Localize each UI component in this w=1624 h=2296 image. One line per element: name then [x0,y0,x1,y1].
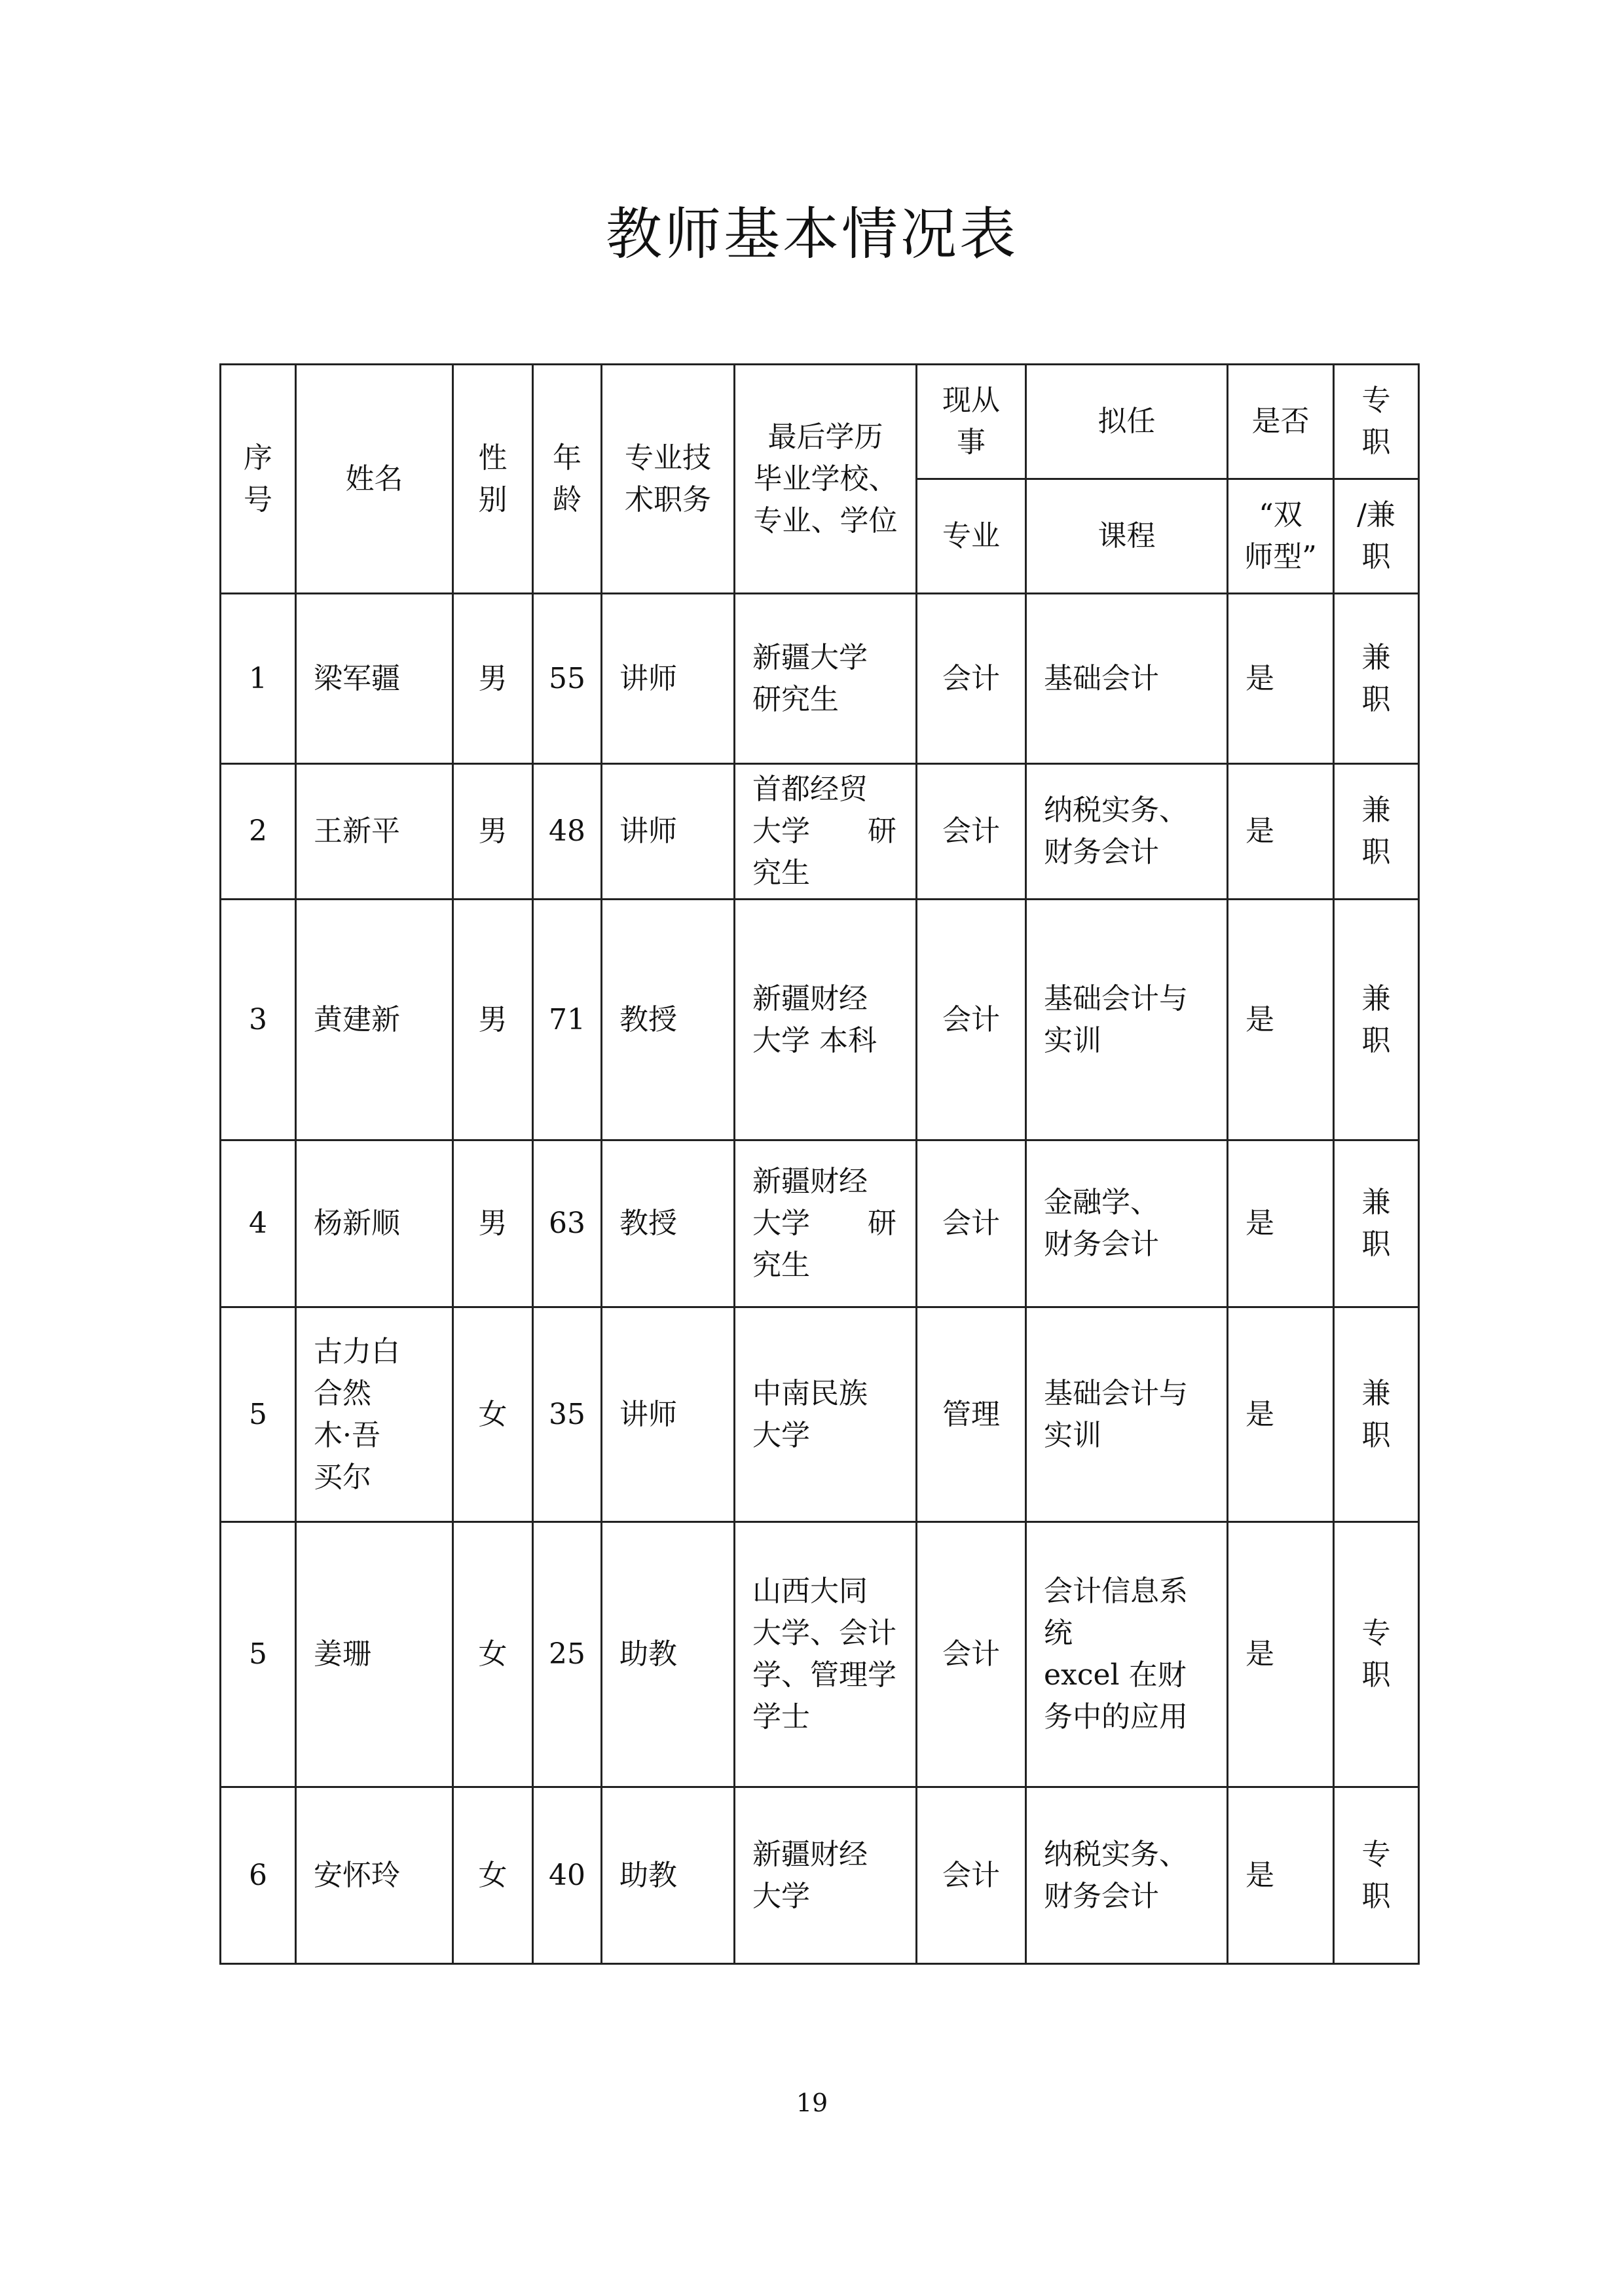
header-name: 姓名 [296,365,453,594]
cell-course: 会计信息系 统 excel 在财 务中的应用 [1026,1522,1228,1787]
cell-dual: 是 [1228,1787,1334,1964]
header-gender: 性 别 [453,365,533,594]
header-course-top: 拟任 [1026,365,1228,479]
cell-gender: 男 [453,900,533,1140]
header-age: 年 龄 [533,365,602,594]
cell-fulltime: 兼 职 [1334,594,1419,764]
cell-no: 6 [221,1787,296,1964]
header-major-top: 现从 事 [917,365,1026,479]
cell-course: 纳税实务、 财务会计 [1026,1787,1228,1964]
table-row [221,594,1419,764]
cell-age: 71 [533,900,602,1140]
header-title: 专业技 术职务 [602,365,735,594]
cell-major: 会计 [917,764,1026,900]
cell-no: 5 [221,1522,296,1787]
cell-course: 基础会计与 实训 [1026,1307,1228,1522]
header-dual-bottom: “双 师型” [1228,479,1334,594]
cell-fulltime: 专 职 [1334,1522,1419,1787]
cell-age: 35 [533,1307,602,1522]
cell-education: 首都经贸 大学 研 究生 [735,764,917,900]
cell-fulltime: 兼 职 [1334,1307,1419,1522]
cell-no: 5 [221,1307,296,1522]
cell-age: 25 [533,1522,602,1787]
cell-course: 基础会计与 实训 [1026,900,1228,1140]
cell-course: 基础会计 [1026,594,1228,764]
cell-course: 纳税实务、 财务会计 [1026,764,1228,900]
cell-dual: 是 [1228,764,1334,900]
header-fulltime-top: 专 职 [1334,365,1419,479]
cell-dual: 是 [1228,594,1334,764]
page-title: 教师基本情况表 [606,202,1018,267]
cell-fulltime: 兼 职 [1334,1140,1419,1307]
cell-education: 新疆大学 研究生 [735,594,917,764]
header-fulltime-bottom: /兼 职 [1334,479,1419,594]
cell-course: 金融学、 财务会计 [1026,1140,1228,1307]
cell-no: 1 [221,594,296,764]
cell-major: 管理 [917,1307,1026,1522]
cell-name: 古力白 合然 木·吾 买尔 [296,1307,453,1522]
cell-gender: 男 [453,764,533,900]
cell-dual: 是 [1228,1307,1334,1522]
cell-education: 中南民族 大学 [735,1307,917,1522]
table-row [221,764,1419,900]
cell-title: 助教 [602,1787,735,1964]
header-row-top [221,365,1419,479]
header-no: 序 号 [221,365,296,594]
cell-name: 姜珊 [296,1522,453,1787]
cell-title: 讲师 [602,764,735,900]
cell-age: 40 [533,1787,602,1964]
teacher-table [219,363,1420,1965]
cell-dual: 是 [1228,1140,1334,1307]
cell-title: 讲师 [602,594,735,764]
cell-gender: 女 [453,1522,533,1787]
cell-gender: 男 [453,1140,533,1307]
cell-name: 王新平 [296,764,453,900]
cell-no: 4 [221,1140,296,1307]
table-row [221,1522,1419,1787]
cell-name: 安怀玲 [296,1787,453,1964]
cell-major: 会计 [917,1522,1026,1787]
header-education: 最后学历 毕业学校、 专业、学位 [735,365,917,594]
cell-gender: 男 [453,594,533,764]
header-course-bottom: 课程 [1026,479,1228,594]
cell-age: 63 [533,1140,602,1307]
page-number: 19 [796,2088,828,2117]
cell-no: 2 [221,764,296,900]
cell-major: 会计 [917,1140,1026,1307]
cell-fulltime: 专 职 [1334,1787,1419,1964]
table-row [221,1787,1419,1964]
cell-title: 教授 [602,1140,735,1307]
cell-major: 会计 [917,594,1026,764]
table-row [221,1140,1419,1307]
cell-title: 教授 [602,900,735,1140]
cell-education: 新疆财经 大学 研 究生 [735,1140,917,1307]
cell-major: 会计 [917,900,1026,1140]
cell-dual: 是 [1228,900,1334,1140]
cell-fulltime: 兼 职 [1334,900,1419,1140]
cell-fulltime: 兼 职 [1334,764,1419,900]
header-major-bottom: 专业 [917,479,1026,594]
table-row [221,900,1419,1140]
cell-dual: 是 [1228,1522,1334,1787]
cell-name: 杨新顺 [296,1140,453,1307]
cell-age: 55 [533,594,602,764]
cell-education: 山西大同 大学、会计 学、管理学 学士 [735,1522,917,1787]
cell-name: 黄建新 [296,900,453,1140]
cell-name: 梁军疆 [296,594,453,764]
cell-gender: 女 [453,1307,533,1522]
cell-major: 会计 [917,1787,1026,1964]
cell-title: 讲师 [602,1307,735,1522]
cell-gender: 女 [453,1787,533,1964]
cell-education: 新疆财经 大学 [735,1787,917,1964]
cell-no: 3 [221,900,296,1140]
table-row [221,1307,1419,1522]
cell-education: 新疆财经 大学 本科 [735,900,917,1140]
header-dual-top: 是否 [1228,365,1334,479]
cell-title: 助教 [602,1522,735,1787]
cell-age: 48 [533,764,602,900]
